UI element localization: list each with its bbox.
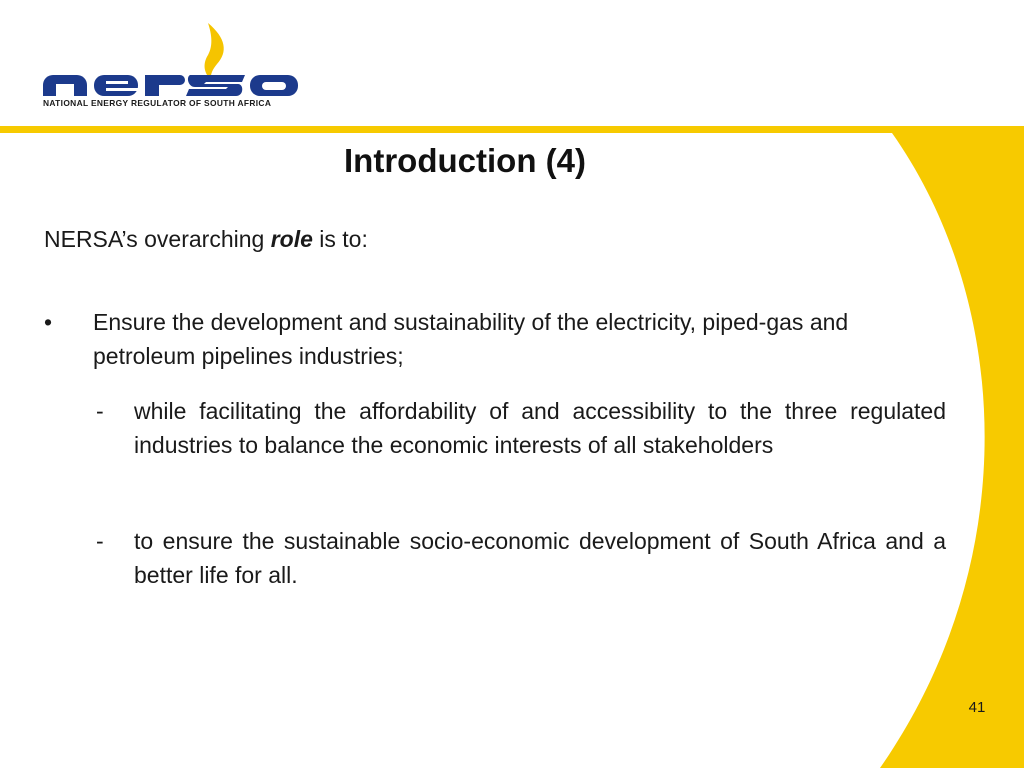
header-rule [0, 126, 1024, 133]
sub-item-text: to ensure the sustainable socio-economic development of South Africa and a better life for all. [134, 528, 946, 588]
bullet-text: Ensure the development and sustainability of the electricity, piped-gas and petroleum pipelines industries; [93, 309, 849, 369]
sub-item [96, 394, 946, 462]
nersa-wordmark [40, 20, 302, 110]
bullet-item [44, 305, 944, 373]
sub-item-marker: - [96, 398, 104, 424]
intro-suffix: is to: [312, 226, 368, 252]
bullet-marker: • [44, 309, 53, 335]
intro-emphasis: role [270, 226, 313, 252]
page-number: 41 [968, 699, 986, 716]
intro-prefix: NERSA’s overarching [44, 226, 271, 252]
logo-tagline: NATIONAL ENERGY REGULATOR OF SOUTH AFRICA [43, 98, 272, 108]
slide-title: Introduction (4) [344, 142, 586, 179]
sub-item [96, 524, 946, 592]
flame-icon [205, 23, 224, 80]
intro-line [44, 226, 368, 253]
sub-item-marker: - [96, 528, 104, 554]
nersa-logo [40, 20, 302, 110]
sub-item-text: while facilitating the affordability of and accessibility to the three regulated industries to balance the economic interests of all stakeholders [134, 398, 946, 458]
